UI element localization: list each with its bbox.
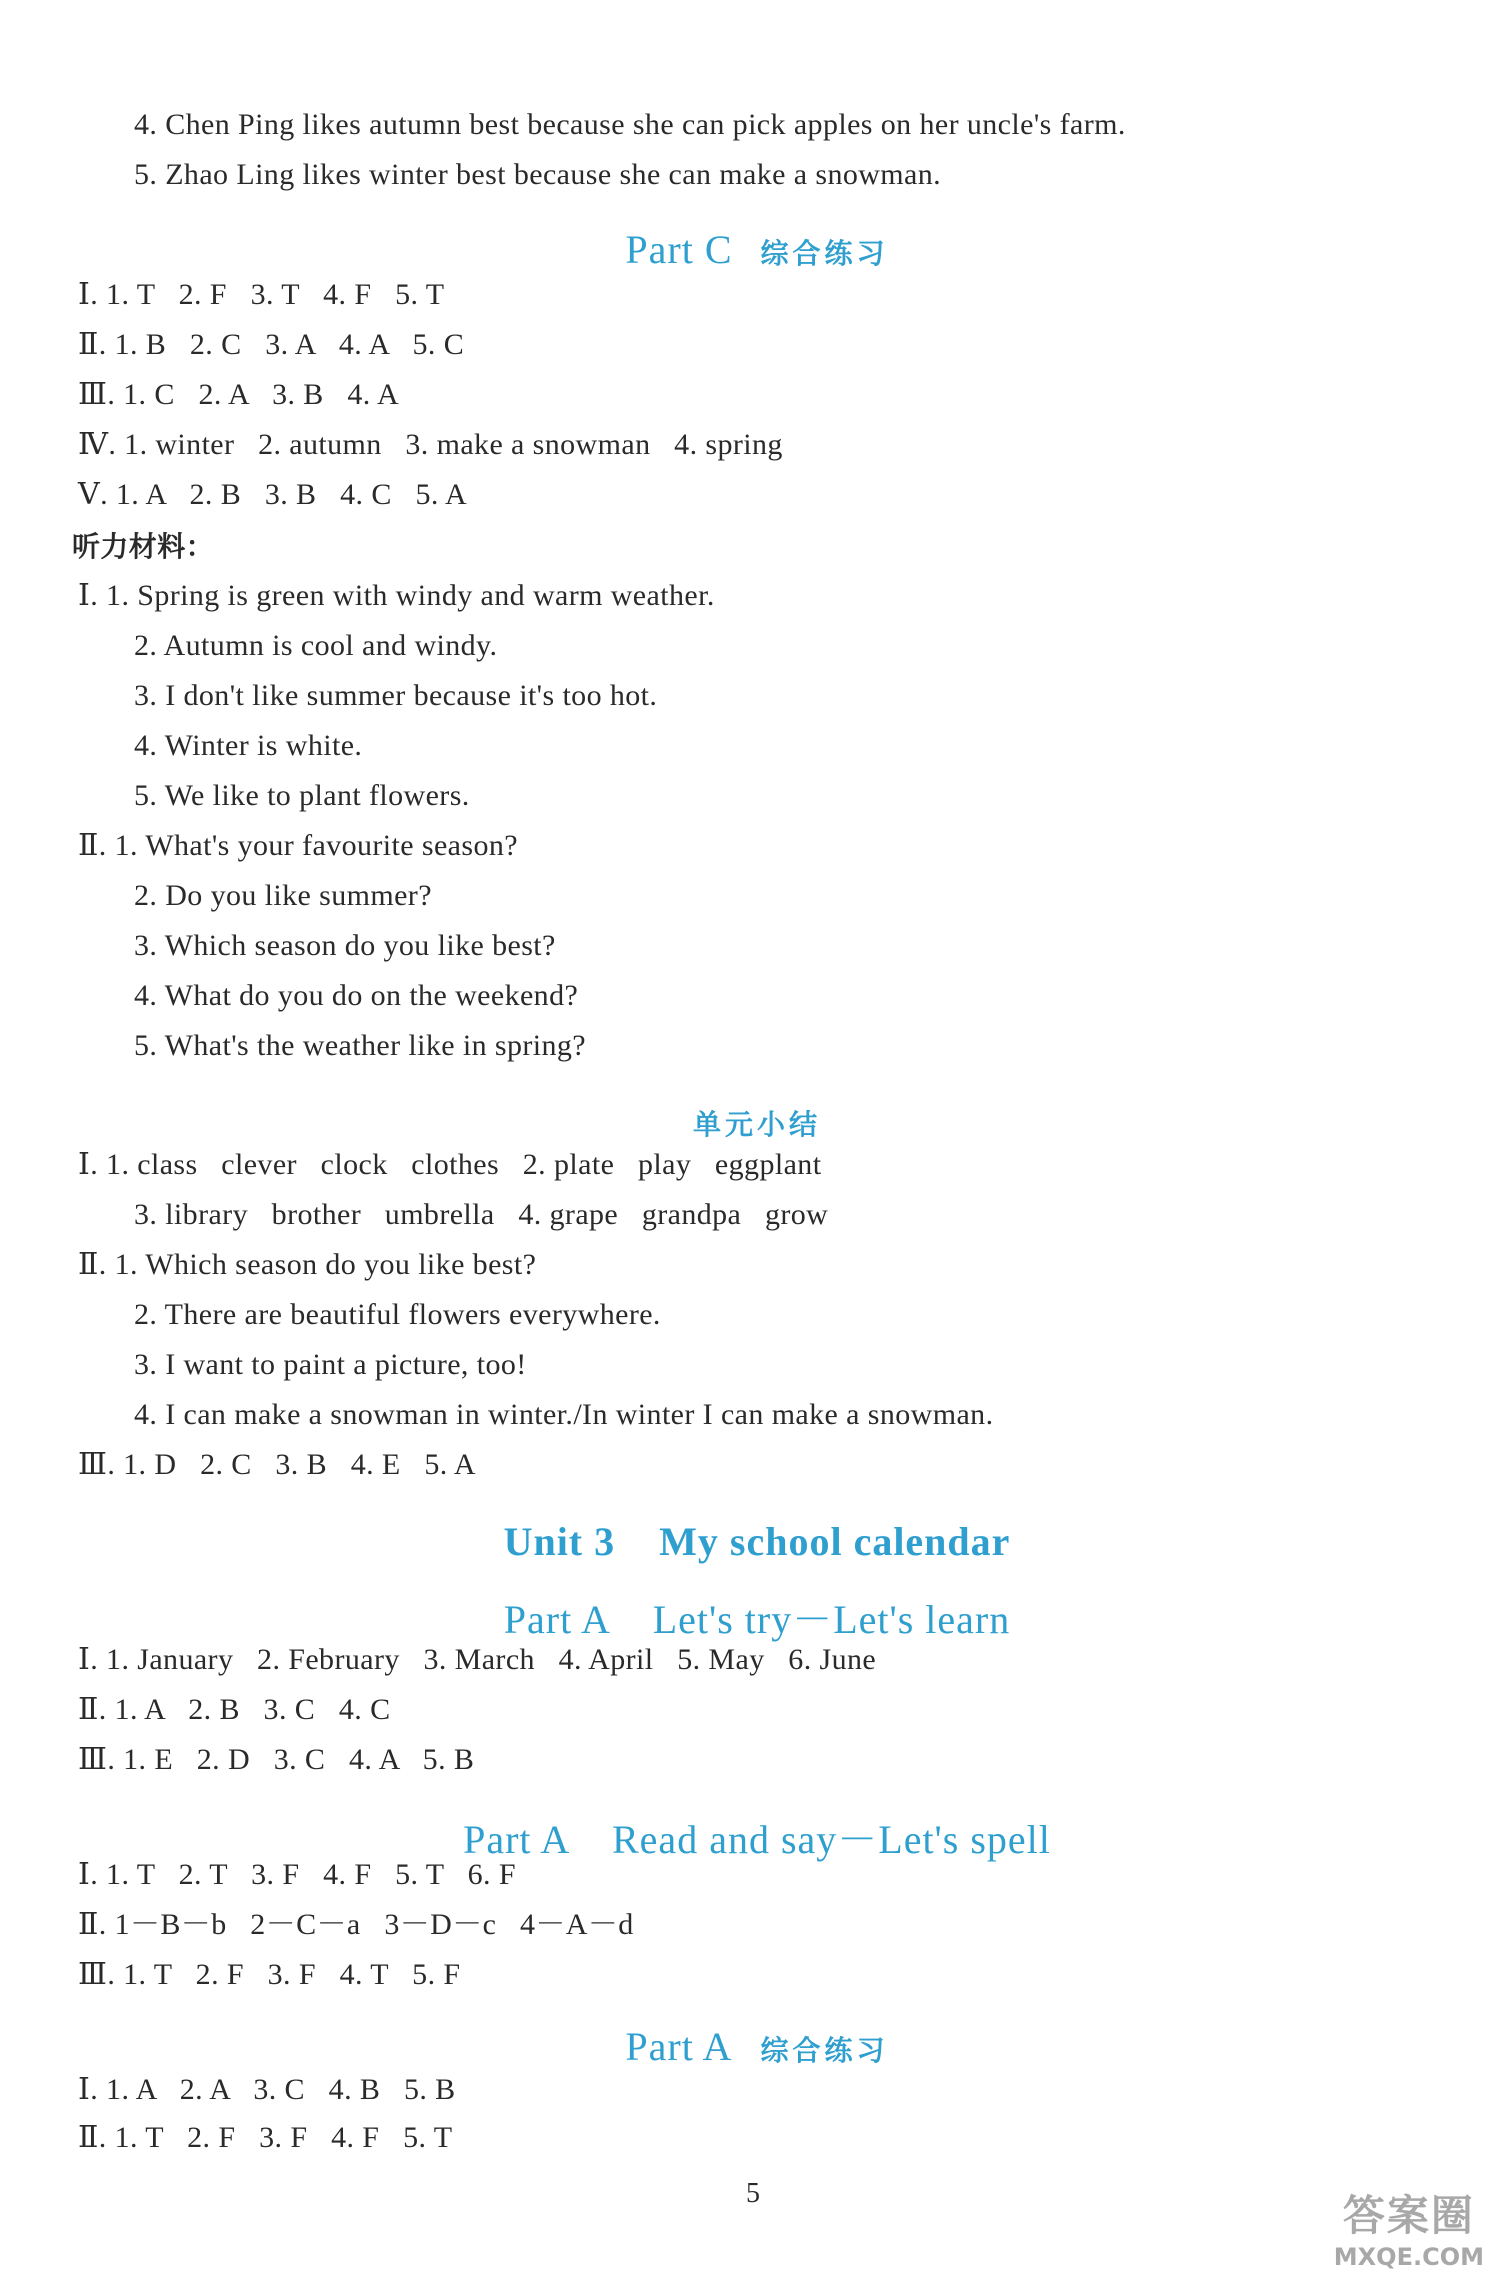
listening-line: 3. I don't like summer because it's too hot. xyxy=(134,679,658,712)
listening-line: 5. What's the weather like in spring? xyxy=(134,1029,587,1062)
heading-en: Part C xyxy=(625,227,733,272)
summary-line: Ⅰ. 1. class clever clock clothes 2. plate play eggplant xyxy=(78,1148,822,1181)
watermark-logo xyxy=(1334,2183,1484,2271)
summary-line: 3. library brother umbrella 4. grape grandpa grow xyxy=(134,1198,829,1231)
section-heading-summary xyxy=(0,1085,1506,1143)
summary-line: 3. I want to paint a picture, too! xyxy=(134,1348,527,1381)
answer-line: Ⅴ. 1. A 2. B 3. B 4. C 5. A xyxy=(78,478,468,511)
answer-line: Ⅲ. 1. T 2. F 3. F 4. T 5. F xyxy=(78,1958,461,1991)
answer-line: Ⅳ. 1. winter 2. autumn 3. make a snowman 4. spring xyxy=(78,428,783,461)
answer-line: Ⅱ. 1. T 2. F 3. F 4. F 5. T xyxy=(78,2121,453,2154)
summary-line: Ⅱ. 1. Which season do you like best? xyxy=(78,1248,537,1281)
answer-line: Ⅲ. 1. C 2. A 3. B 4. A xyxy=(78,378,400,411)
page-number: 5 xyxy=(746,2178,760,2209)
section-heading-part-a1 xyxy=(0,1570,1506,1645)
heading-cn: 综合练习 xyxy=(760,2034,889,2067)
heading-cn: 综合练习 xyxy=(760,237,889,270)
heading-cn: 单元小结 xyxy=(692,1108,821,1141)
summary-line: Ⅲ. 1. D 2. C 3. B 4. E 5. A xyxy=(78,1448,476,1481)
answer-line: Ⅱ. 1. B 2. C 3. A 4. A 5. C xyxy=(78,328,465,361)
watermark-url: MXQE.COM xyxy=(1333,2243,1484,2271)
answer-line: Ⅲ. 1. E 2. D 3. C 4. A 5. B xyxy=(78,1743,475,1776)
listening-line: 5. We like to plant flowers. xyxy=(134,779,470,812)
listening-line: Ⅱ. 1. What's your favourite season? xyxy=(78,829,518,862)
listening-line: 2. Autumn is cool and windy. xyxy=(134,629,498,662)
heading-en: Part A Read and say－Let's spell xyxy=(463,1817,1051,1862)
answer-line: Ⅰ. 1. T 2. F 3. T 4. F 5. T xyxy=(78,278,445,311)
listening-label: 听力材料： xyxy=(72,530,215,563)
answer-line: Ⅱ. 1－B－b 2－C－a 3－D－c 4－A－d xyxy=(78,1908,634,1941)
listening-line: Ⅰ. 1. Spring is green with windy and warm weather. xyxy=(78,579,715,612)
summary-line: 2. There are beautiful flowers everywhere. xyxy=(134,1298,661,1331)
answer-line: Ⅰ. 1. T 2. T 3. F 4. F 5. T 6. F xyxy=(78,1858,516,1891)
answer-line: Ⅰ. 1. January 2. February 3. March 4. April 5. May 6. June xyxy=(78,1643,877,1676)
answer-line: Ⅱ. 1. A 2. B 3. C 4. C xyxy=(78,1693,391,1726)
listening-line: 4. Winter is white. xyxy=(134,729,363,762)
section-heading-part-c xyxy=(0,208,1506,273)
unit-title-text: Unit 3 My school calendar xyxy=(503,1519,1011,1564)
answer-line: 4. Chen Ping likes autumn best because she can pick apples on her uncle's farm. xyxy=(134,108,1126,141)
watermark-text: 答案圈 xyxy=(1342,2191,1475,2240)
summary-line: 4. I can make a snowman in winter./In winter I can make a snowman. xyxy=(134,1398,994,1431)
section-heading-part-a3 xyxy=(0,2005,1506,2070)
heading-en: Part A Let's try－Let's learn xyxy=(503,1597,1011,1642)
section-heading-part-a2 xyxy=(0,1790,1506,1865)
answer-line: 5. Zhao Ling likes winter best because she can make a snowman. xyxy=(134,158,942,191)
listening-line: 3. Which season do you like best? xyxy=(134,929,556,962)
answer-line: Ⅰ. 1. A 2. A 3. C 4. B 5. B xyxy=(78,2073,456,2106)
unit-title xyxy=(0,1500,1506,1565)
listening-line: 4. What do you do on the weekend? xyxy=(134,979,579,1012)
listening-line: 2. Do you like summer? xyxy=(134,879,432,912)
heading-en: Part A xyxy=(625,2024,733,2069)
